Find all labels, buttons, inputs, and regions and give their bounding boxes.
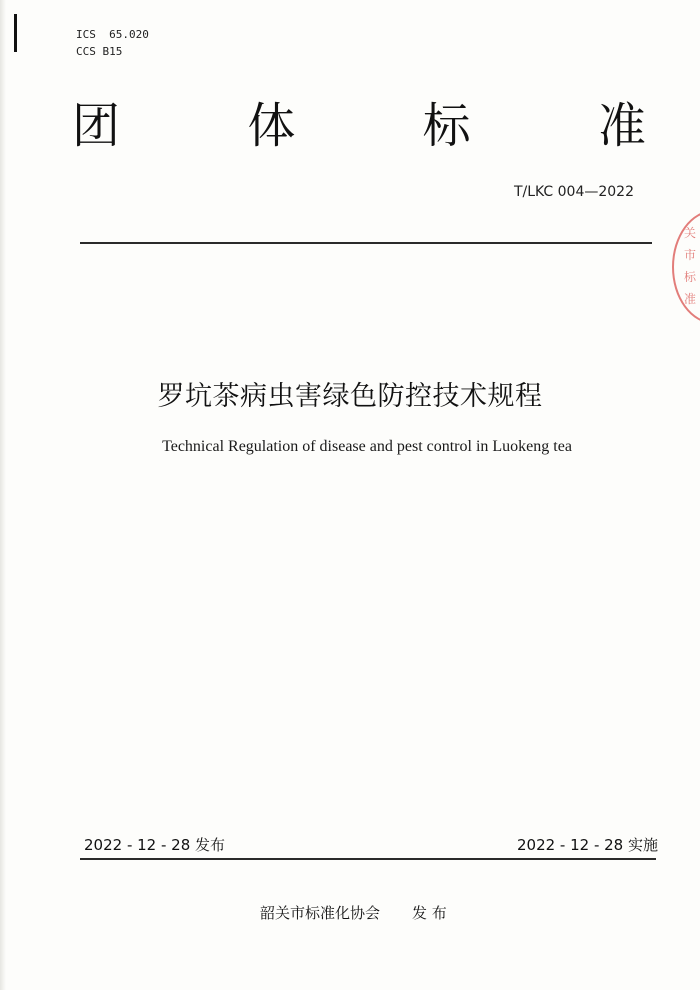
standard-type-char-2: 体 (247, 98, 296, 154)
ccs-label: CCS (76, 45, 96, 58)
standard-type-heading (72, 96, 646, 156)
issue-date: 2022 - 12 - 28 发布 (84, 836, 226, 854)
implementation-date: 2022 - 12 - 28 实施 (516, 836, 658, 854)
seal-glyph-3: 标 (684, 270, 697, 284)
footer-divider (80, 858, 656, 860)
issue-action: 发 布 (412, 904, 447, 922)
scan-edge-shadow (0, 0, 6, 990)
seal-glyph-2: 市 (684, 248, 697, 262)
standard-type-char-3: 标 (422, 98, 471, 154)
standard-number: T/LKC 004—2022 (513, 184, 634, 200)
document-title-english: Technical Regulation of disease and pest control in Luokeng tea (162, 438, 572, 455)
seal-glyph-1: 关 (684, 226, 697, 240)
seal-glyph-4: 准 (684, 292, 697, 306)
issuer-line (260, 902, 447, 923)
standard-type-char-1: 团 (72, 98, 121, 154)
standard-type-char-4: 准 (597, 98, 646, 154)
ics-code: 65.020 (109, 28, 149, 41)
ccs-row (76, 43, 149, 60)
document-title-chinese: 罗坑茶病虫害绿色防控技术规程 (157, 381, 543, 412)
ics-row (76, 26, 149, 43)
ccs-code: B15 (102, 45, 123, 58)
header-divider (80, 242, 652, 244)
issuing-organization: 韶关市标准化协会 (260, 904, 381, 922)
classification-codes (76, 26, 149, 60)
ics-label: ICS (76, 28, 96, 41)
binding-mark (14, 14, 17, 52)
red-seal-stamp (672, 210, 700, 324)
